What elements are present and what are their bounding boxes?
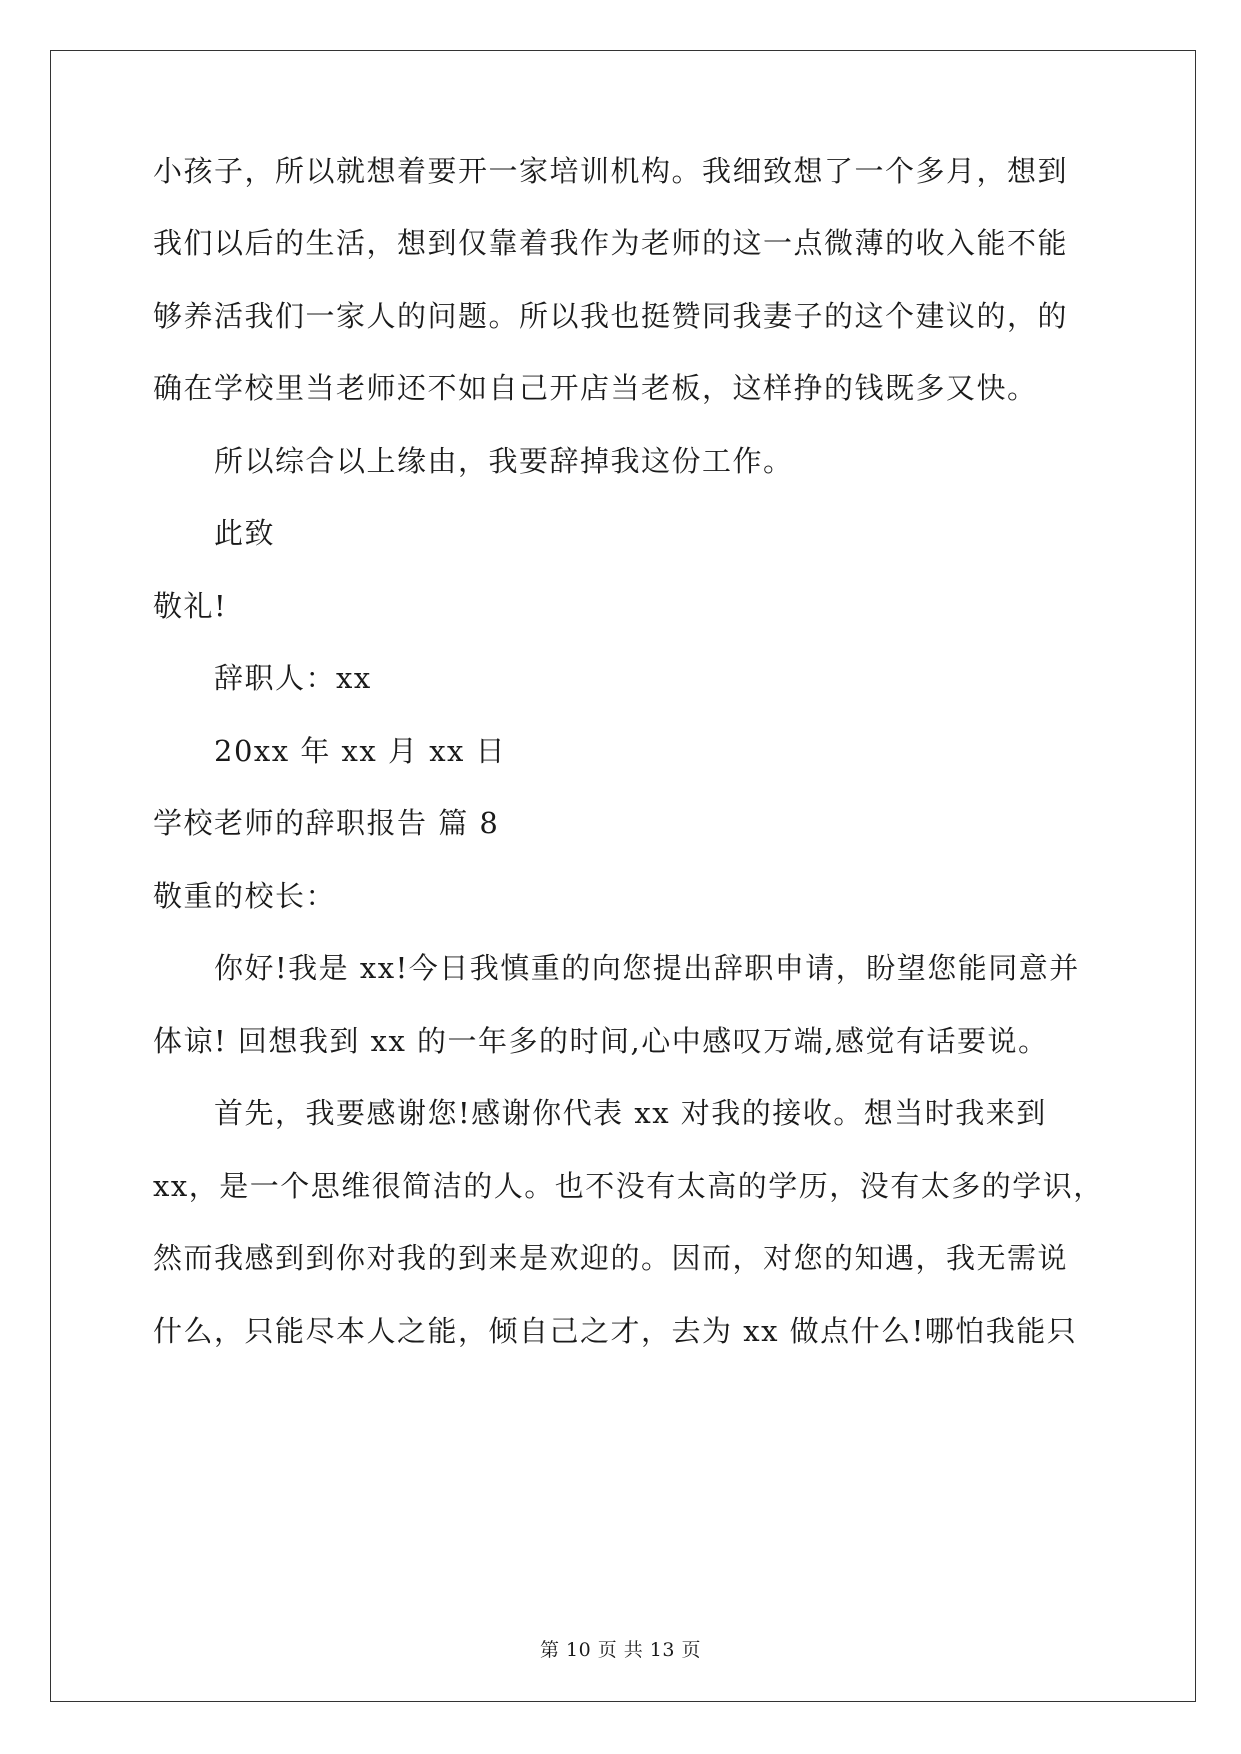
page-number-footer: 第 10 页 共 13 页	[539, 1639, 702, 1661]
text-line: 够养活我们一家人的问题。所以我也挺赞同我妻子的这个建议的，的	[153, 299, 1069, 333]
text-line: 你好!我是 xx!今日我慎重的向您提出辞职申请，盼望您能同意并	[214, 951, 1080, 985]
text-line: 所以综合以上缘由，我要辞掉我这份工作。	[214, 444, 794, 478]
text-line: xx，是一个思维很简洁的人。也不没有太高的学历，没有太多的学识，	[153, 1169, 1104, 1203]
signature-line: 辞职人：xx	[214, 661, 372, 695]
greeting-line: 敬重的校长：	[153, 879, 337, 913]
text-line: 然而我感到到你对我的到来是欢迎的。因而，对您的知遇，我无需说	[153, 1241, 1069, 1275]
text-line: 我们以后的生活，想到仅靠着我作为老师的这一点微薄的收入能不能	[153, 226, 1069, 260]
closing-salutation: 此致	[214, 516, 276, 550]
text-line: 首先，我要感谢您!感谢你代表 xx 对我的接收。想当时我来到	[214, 1096, 1047, 1130]
closing-regards: 敬礼!	[153, 589, 228, 623]
section-heading: 学校老师的辞职报告 篇 8	[153, 806, 500, 840]
text-line: 什么，只能尽本人之能，倾自己之才，去为 xx 做点什么!哪怕我能只	[153, 1314, 1078, 1348]
date-line: 20xx 年 xx 月 xx 日	[214, 734, 507, 768]
text-line: 确在学校里当老师还不如自己开店当老板，这样挣的钱既多又快。	[153, 371, 1038, 405]
text-line: 小孩子，所以就想着要开一家培训机构。我细致想了一个多月，想到	[153, 154, 1069, 188]
text-line: 体谅! 回想我到 xx 的一年多的时间,心中感叹万端,感觉有话要说。	[153, 1024, 1049, 1058]
